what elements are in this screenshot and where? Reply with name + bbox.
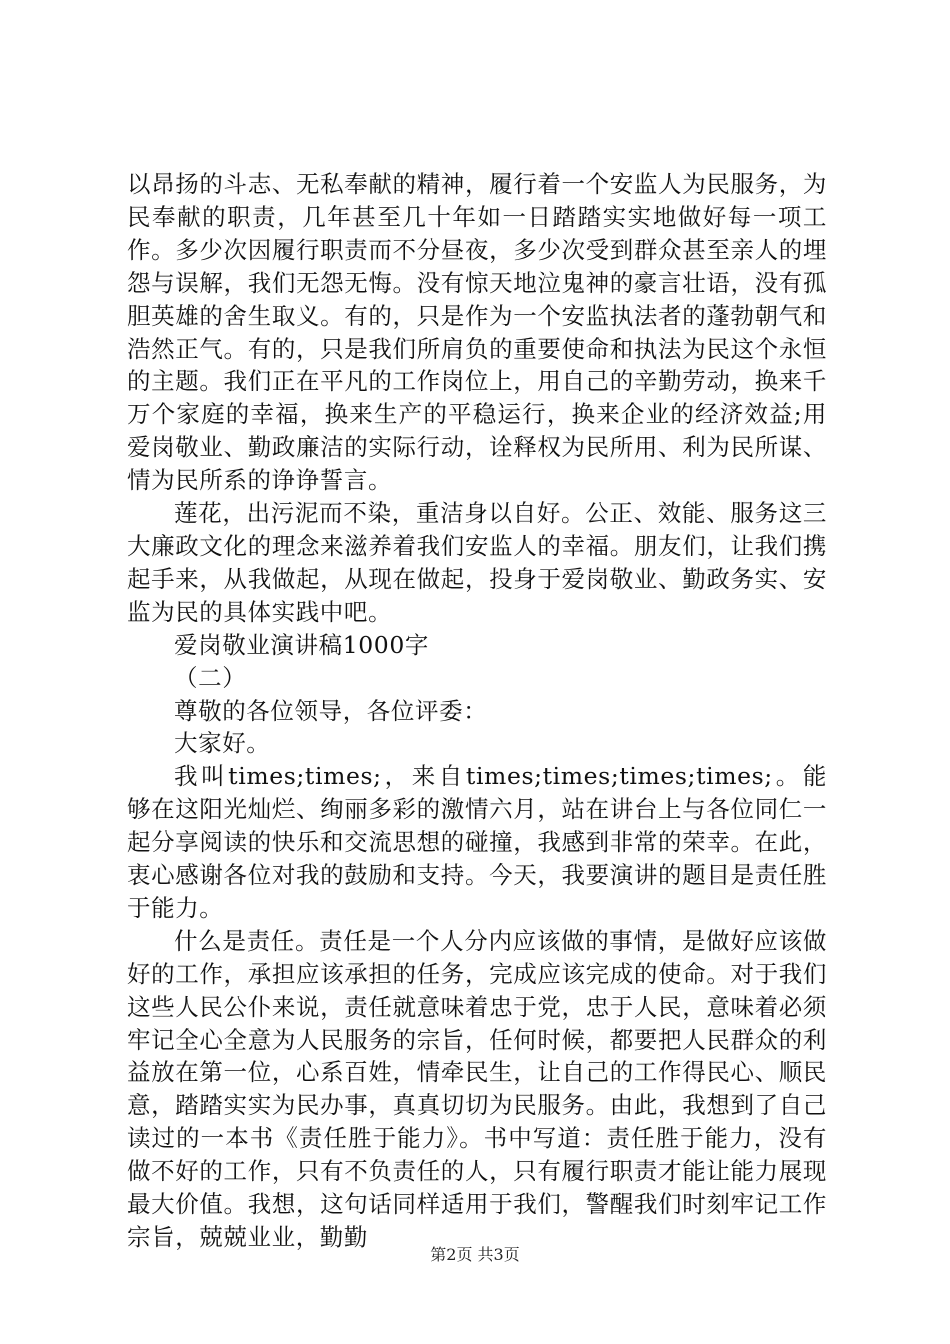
paragraph-continuation: 以昂扬的斗志、无私奉献的精神，履行着一个安监人为民服务，为民奉献的职责，几年甚至几十年如一日踏踏实实地做好每一项工作。多少次因履行职责而不分昼夜，多少次受到群众甚至亲人的埋怨与误解，我们无怨无悔。没有惊天地泣鬼神的豪言壮语，没有孤胆英雄的舍生取义。有的，只是作为一个安监执法者的蓬勃朝气和浩然正气。有的，只是我们所肩负的重要使命和执法为民这个永恒的主题。我们正在平凡的工作岗位上，用自己的辛勤劳动，换来千万个家庭的幸福，换来生产的平稳运行，换来企业的经济效益;用爱岗敬业、勤政廉洁的实际行动，诠释权为民所用、利为民所谋、情为民所系的诤诤誓言。 (127, 170, 827, 495)
paragraph-responsibility: 什么是责任。责任是一个人分内应该做的事情，是做好应该做好的工作，承担应该承担的任务，完成应该完成的使命。对于我们这些人民公仆来说，责任就意味着忠于党，忠于人民，意味着必须牢记全心全意为人民服务的宗旨，任何时候，都要把人民群众的利益放在第一位，心系百姓，情牵民生，让自己的工作得民心、顺民意，踏踏实实为民办事，真真切切为民服务。由此，我想到了自己读过的一本书《责任胜于能力》。书中写道：责任胜于能力，没有做不好的工作，只有不负责任的人，只有履行职责才能让能力展现最大价值。我想，这句话同样适用于我们，警醒我们时刻牢记工作宗旨，兢兢业业，勤勤 (127, 926, 827, 1251)
paragraph-lotus: 莲花，出污泥而不染，重洁身以自好。公正、效能、服务这三大廉政文化的理念来滋养着我们安监人的幸福。朋友们，让我们携起手来，从我做起，从现在做起，投身于爱岗敬业、勤政务实、安监为民的具体实践中吧。 (127, 499, 827, 626)
section-number: （二） (174, 663, 247, 692)
document-body (127, 168, 827, 1254)
paragraph-introduction: 我叫times;times;，来自times;times;times;times;。能够在这阳光灿烂、绚丽多彩的激情六月，站在讲台上与各位同仁一起分享阅读的快乐和交流思想的碰撞，我感到非常的荣幸。在此，衷心感谢各位对我的鼓励和支持。今天，我要演讲的题目是责任胜于能力。 (127, 762, 827, 922)
page-footer: 第2页 共3页 (430, 1245, 520, 1264)
greeting: 大家好。 (174, 729, 271, 758)
speech-title: 爱岗敬业演讲稿1000字 (174, 630, 430, 659)
salutation: 尊敬的各位领导，各位评委： (174, 696, 488, 725)
